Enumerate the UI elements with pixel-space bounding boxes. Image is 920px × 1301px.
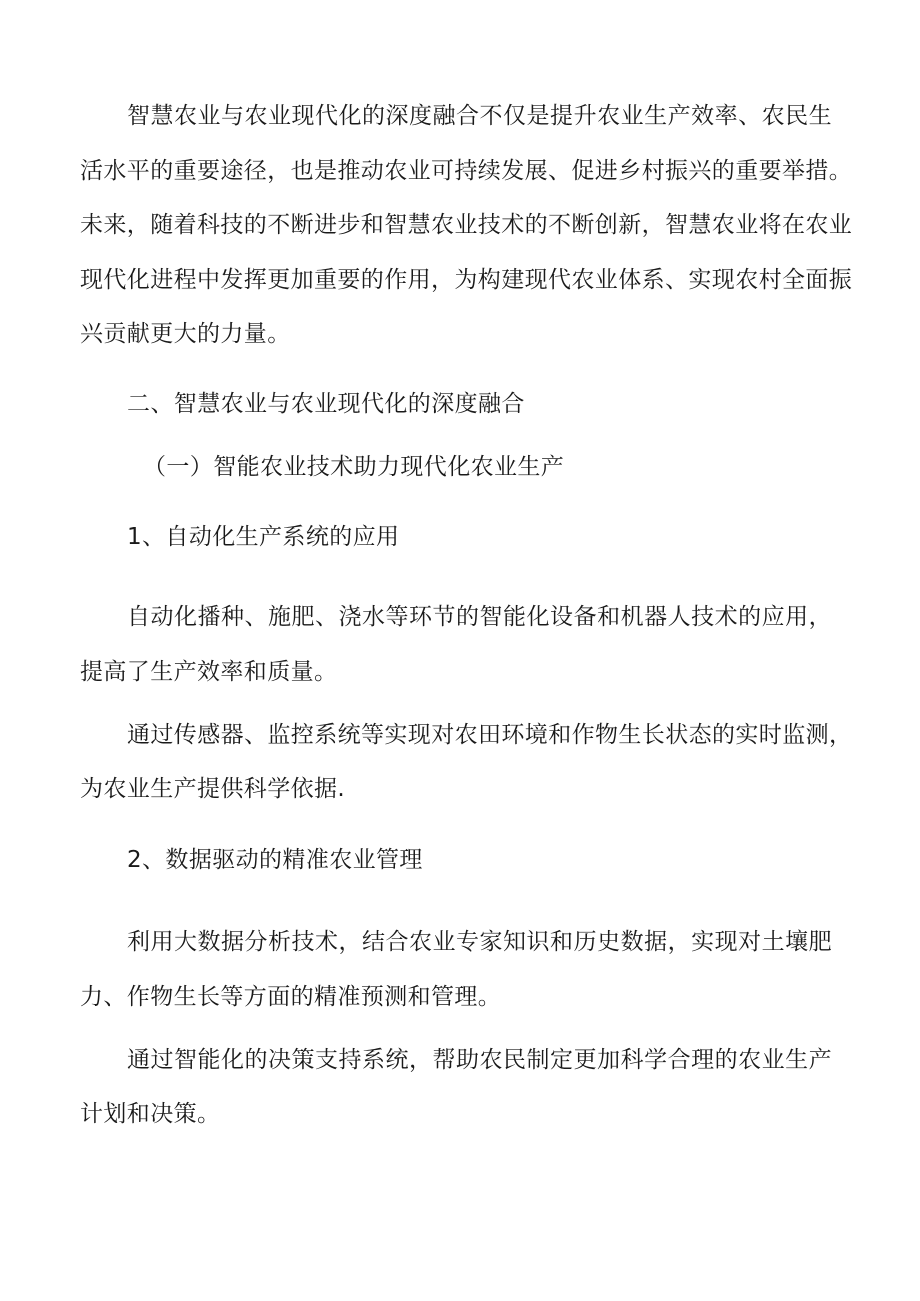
paragraph-line: 利用大数据分析技术，结合农业专家知识和历史数据，实现对土壤肥 xyxy=(127,929,832,955)
paragraph-line: 兴贡献更大的力量。 xyxy=(80,321,291,347)
paragraph-line: 未来，随着科技的不断进步和智慧农业技术的不断创新，智慧农业将在农业 xyxy=(80,212,853,238)
paragraph-line: 计划和决策。 xyxy=(80,1101,221,1127)
paragraph-line: 通过智能化的决策支持系统，帮助农民制定更加科学合理的农业生产 xyxy=(127,1047,832,1073)
subsection-heading: （一）智能农业技术助力现代化农业生产 xyxy=(143,454,565,480)
paragraph-line: 提高了生产效率和质量。 xyxy=(80,659,338,685)
item-heading: 2、数据驱动的精准农业管理 xyxy=(127,847,423,873)
paragraph-line: 智慧农业与农业现代化的深度融合不仅是提升农业生产效率、农民生 xyxy=(127,103,832,129)
paragraph-line: 自动化播种、施肥、浇水等环节的智能化设备和机器人技术的应用， xyxy=(127,604,832,630)
paragraph-line: 现代化进程中发挥更加重要的作用，为构建现代农业体系、实现农村全面振 xyxy=(80,267,853,293)
item-heading: 1、自动化生产系统的应用 xyxy=(127,524,400,550)
section-heading: 二、智慧农业与农业现代化的深度融合 xyxy=(127,391,525,417)
paragraph-line: 为农业生产提供科学依据. xyxy=(80,776,346,802)
paragraph-line: 通过传感器、监控系统等实现对农田环境和作物生长状态的实时监测， xyxy=(127,722,853,748)
paragraph-line: 活水平的重要途径，也是推动农业可持续发展、促进乡村振兴的重要举措。 xyxy=(80,158,853,184)
paragraph-line: 力、作物生长等方面的精准预测和管理。 xyxy=(80,984,502,1010)
